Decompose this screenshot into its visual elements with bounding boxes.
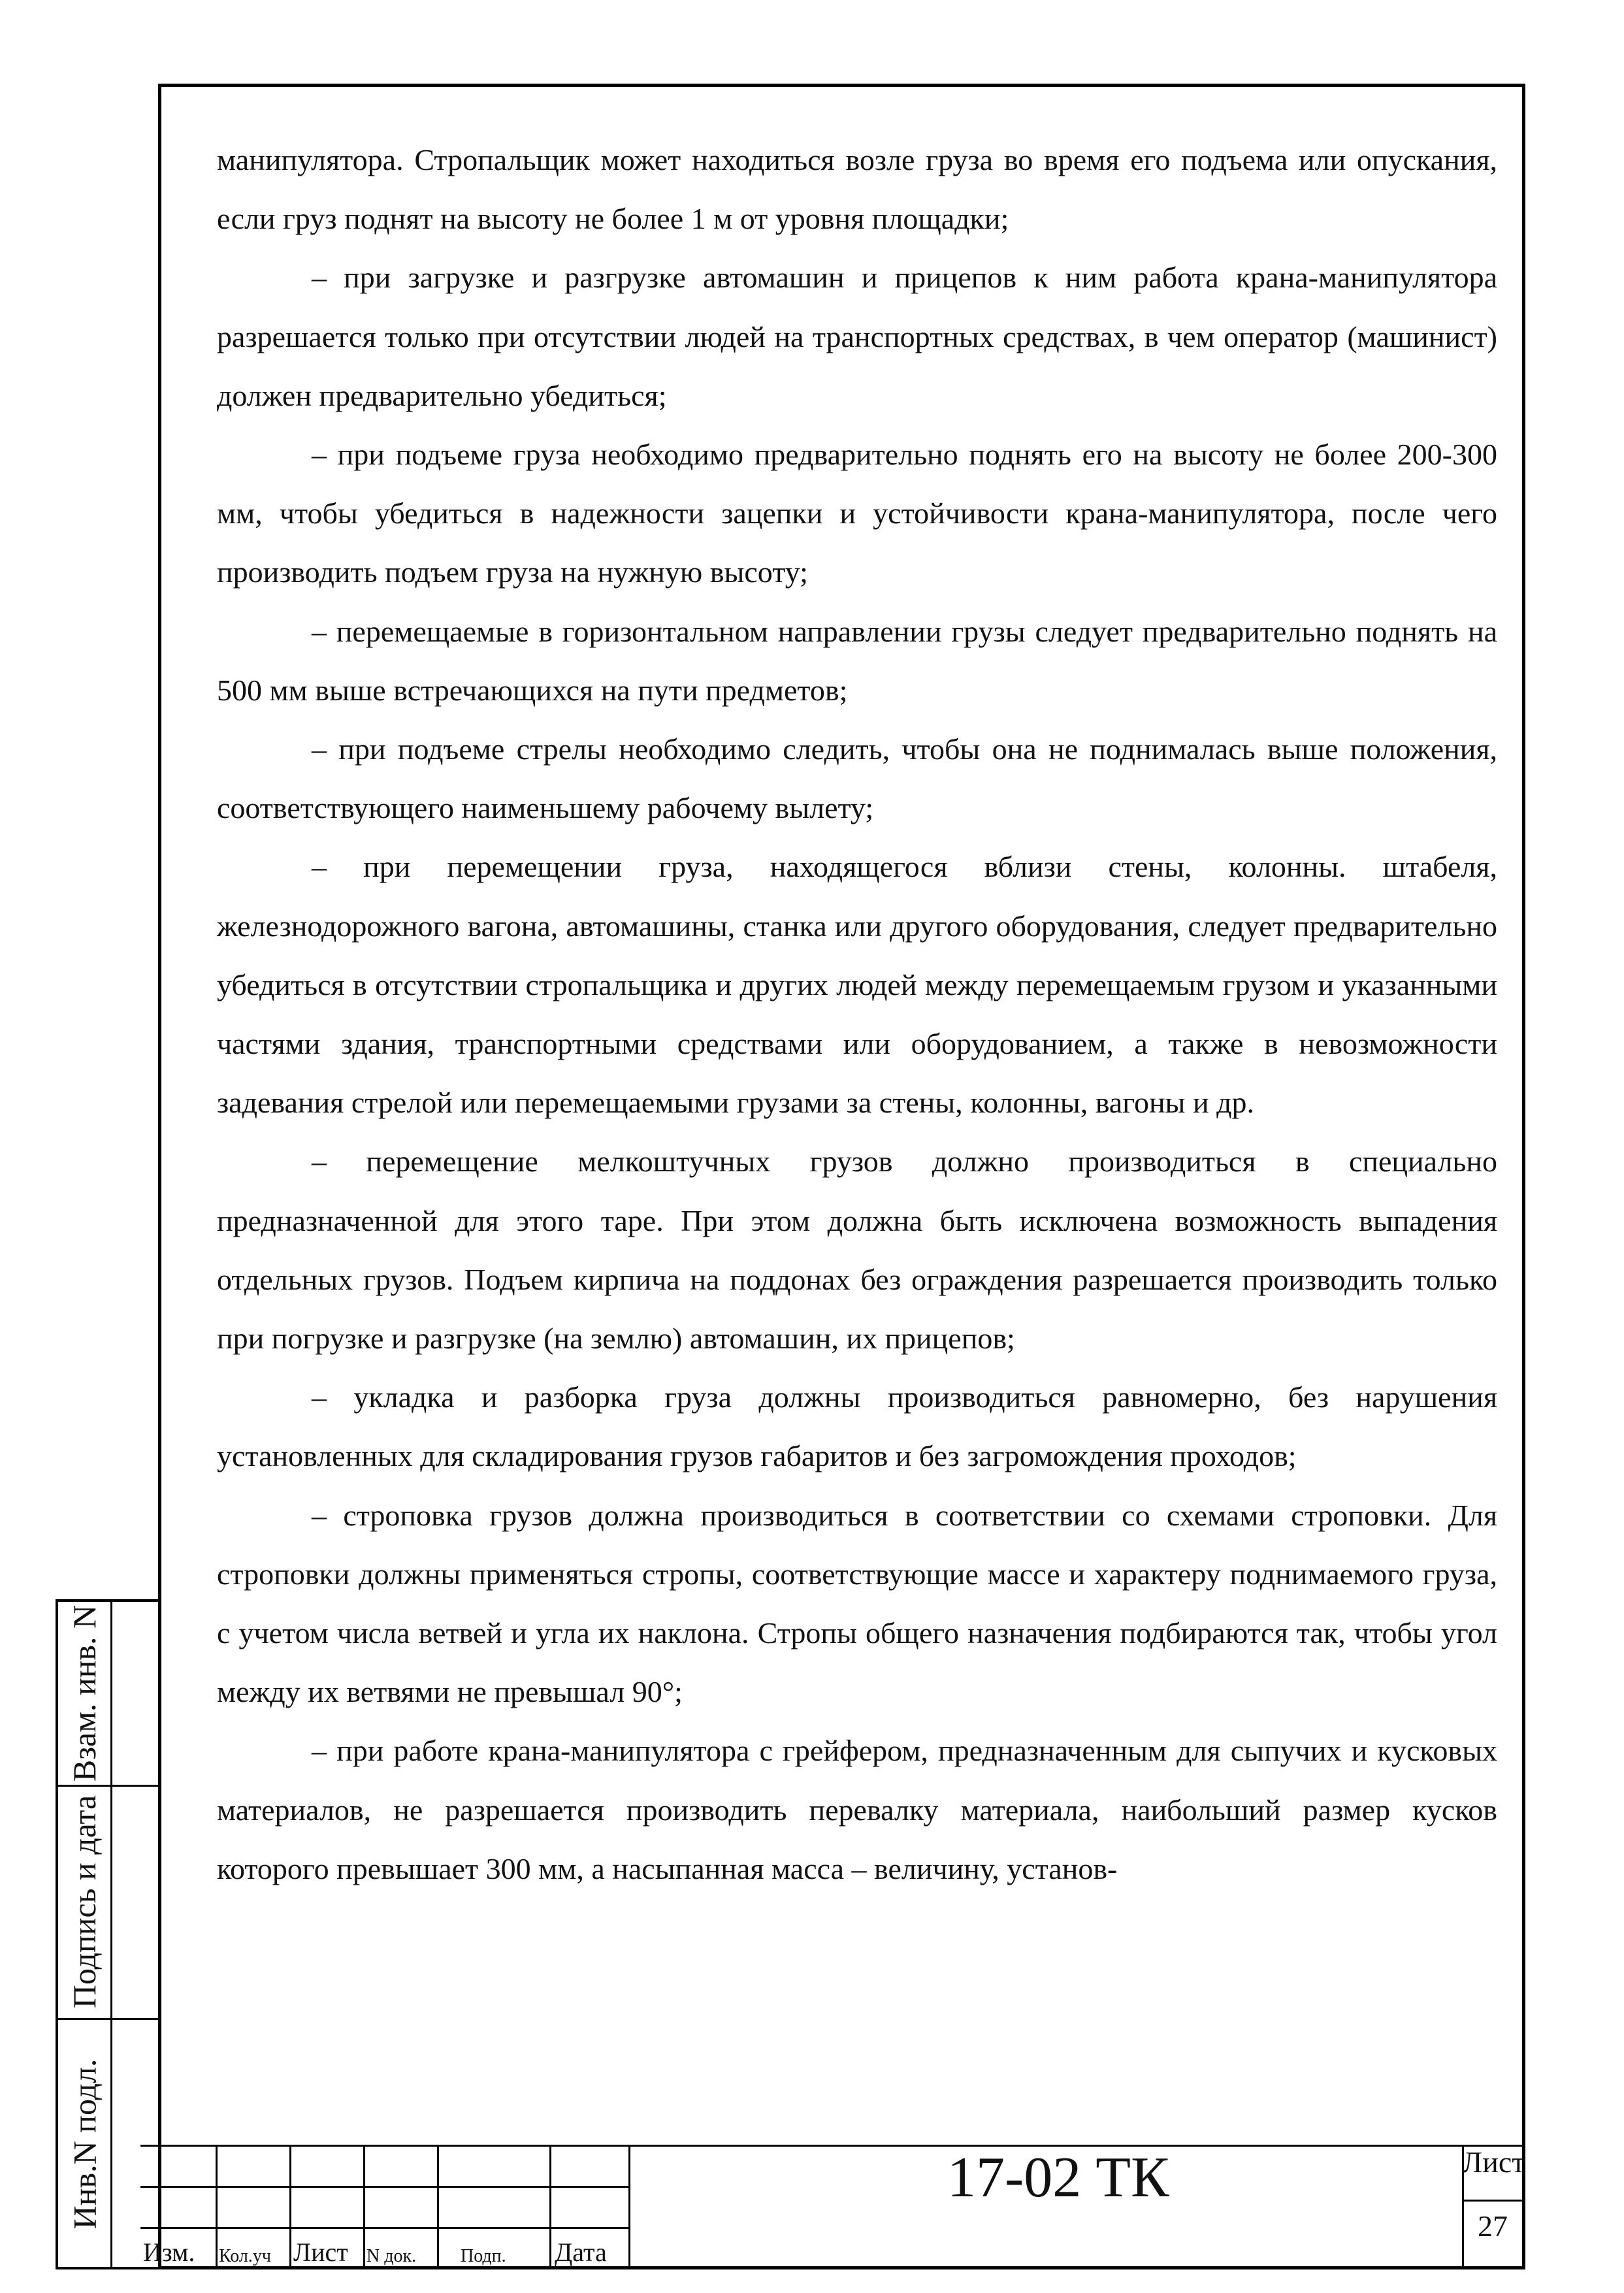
inv-podl-label: Инв.N подл. bbox=[66, 2058, 103, 2229]
vzam-inv-label: Взам. инв. N bbox=[66, 1604, 103, 1782]
paragraph: – укладка и разборка груза должны производиться равномерно, без нарушения установленных для складирования грузов габаритов и без загромождения проходов; bbox=[217, 1380, 1497, 1473]
header-izm: Изм. bbox=[143, 2237, 195, 2267]
paragraph: – строповка грузов должна производиться в соответствии со схемами строповки. Для строповки должны применяться стропы, соответствующие массе и характеру поднимаемого груза, с учетом числа ветвей и угла их наклона. Стропы общего назначения подбираются так, чтобы угол между их ветвями не превышал 90°; bbox=[217, 1498, 1497, 1709]
vzam-inv-cell bbox=[58, 1602, 110, 1785]
title-block-divider bbox=[289, 2145, 291, 2269]
paragraph: – при работе крана-манипулятора с грейфером, предназначенным для сыпучих и кусковых материалов, не разрешается производить перевалку материала, наибольший размер кусков которого превышает 300 мм, а насыпанная масса – величину, установ- bbox=[217, 1734, 1497, 1885]
paragraph: – при загрузке и разгрузке автомашин и прицепов к ним работа крана-манипулятора разрешается только при отсутствии людей на транспортных средствах, в чем оператор (машинист) должен предварительно убедиться; bbox=[217, 261, 1497, 412]
paragraph: – перемещаемые в горизонтальном направлении грузы следует предварительно поднять на 500 мм выше встречающихся на пути предметов; bbox=[217, 614, 1497, 707]
title-block-divider bbox=[628, 2145, 630, 2269]
header-n-dok: N док. bbox=[366, 2246, 417, 2266]
document-code: 17-02 ТК bbox=[947, 2146, 1169, 2209]
title-block-divider bbox=[549, 2145, 551, 2269]
header-list: Лист bbox=[293, 2237, 348, 2267]
body-text bbox=[217, 131, 1497, 1898]
header-kol-uch: Кол.уч bbox=[219, 2246, 271, 2266]
inv-podl-cell bbox=[58, 2018, 110, 2269]
header-podp: Подп. bbox=[461, 2246, 506, 2266]
header-data: Дата bbox=[555, 2237, 607, 2267]
paragraph: – при подъеме груза необходимо предварительно поднять его на высоту не более 200-300 мм, чтобы убедиться в надежности зацепки и устойчивости крана-манипулятора, после чего производить подъем груза на нужную высоту; bbox=[217, 438, 1497, 589]
podpis-data-label: Подпись и дата bbox=[66, 1795, 103, 2008]
paragraph: – при перемещении груза, находящегося вблизи стены, колонны. штабеля, железнодорожного вагона, автомашины, станка или другого оборудования, следует предварительно убедиться в отсутствии стропальщика и других людей между перемещаемым грузом и указанными частями здания, транспортными средствами или оборудованием, а также в невозможности задевания стрелой или перемещаемыми грузами за стены, колонны, вагоны и др. bbox=[217, 850, 1497, 1120]
sheet-label: Лист bbox=[1462, 2145, 1525, 2179]
title-block-border bbox=[140, 2145, 1525, 2147]
title-block-divider bbox=[363, 2145, 365, 2269]
paragraph: – при подъеме стрелы необходимо следить, чтобы она не поднималась выше положения, соответствующего наименьшему рабочему вылету; bbox=[217, 732, 1497, 825]
podpis-data-cell bbox=[58, 1785, 110, 2018]
title-block-divider bbox=[437, 2145, 439, 2269]
paragraph: – перемещение мелкоштучных грузов должно производиться в специально предназначенной для этого таре. При этом должна быть исключена возможность выпадения отдельных грузов. Подъем кирпича на поддонах без ограждения разрешается производить только при погрузке и разгрузке (на землю) автомашин, их прицепов; bbox=[217, 1145, 1497, 1356]
title-block-divider bbox=[140, 2186, 630, 2188]
paragraph: манипулятора. Стропальщик может находиться возле груза во время его подъема или опускания, если груз поднят на высоту не более 1 м от уровня площадки; bbox=[217, 143, 1497, 236]
title-block-divider bbox=[1462, 2200, 1525, 2202]
title-block-divider bbox=[140, 2227, 630, 2229]
title-block-divider bbox=[216, 2145, 218, 2269]
title-block bbox=[140, 2145, 1525, 2269]
sheet-number: 27 bbox=[1478, 2209, 1508, 2243]
